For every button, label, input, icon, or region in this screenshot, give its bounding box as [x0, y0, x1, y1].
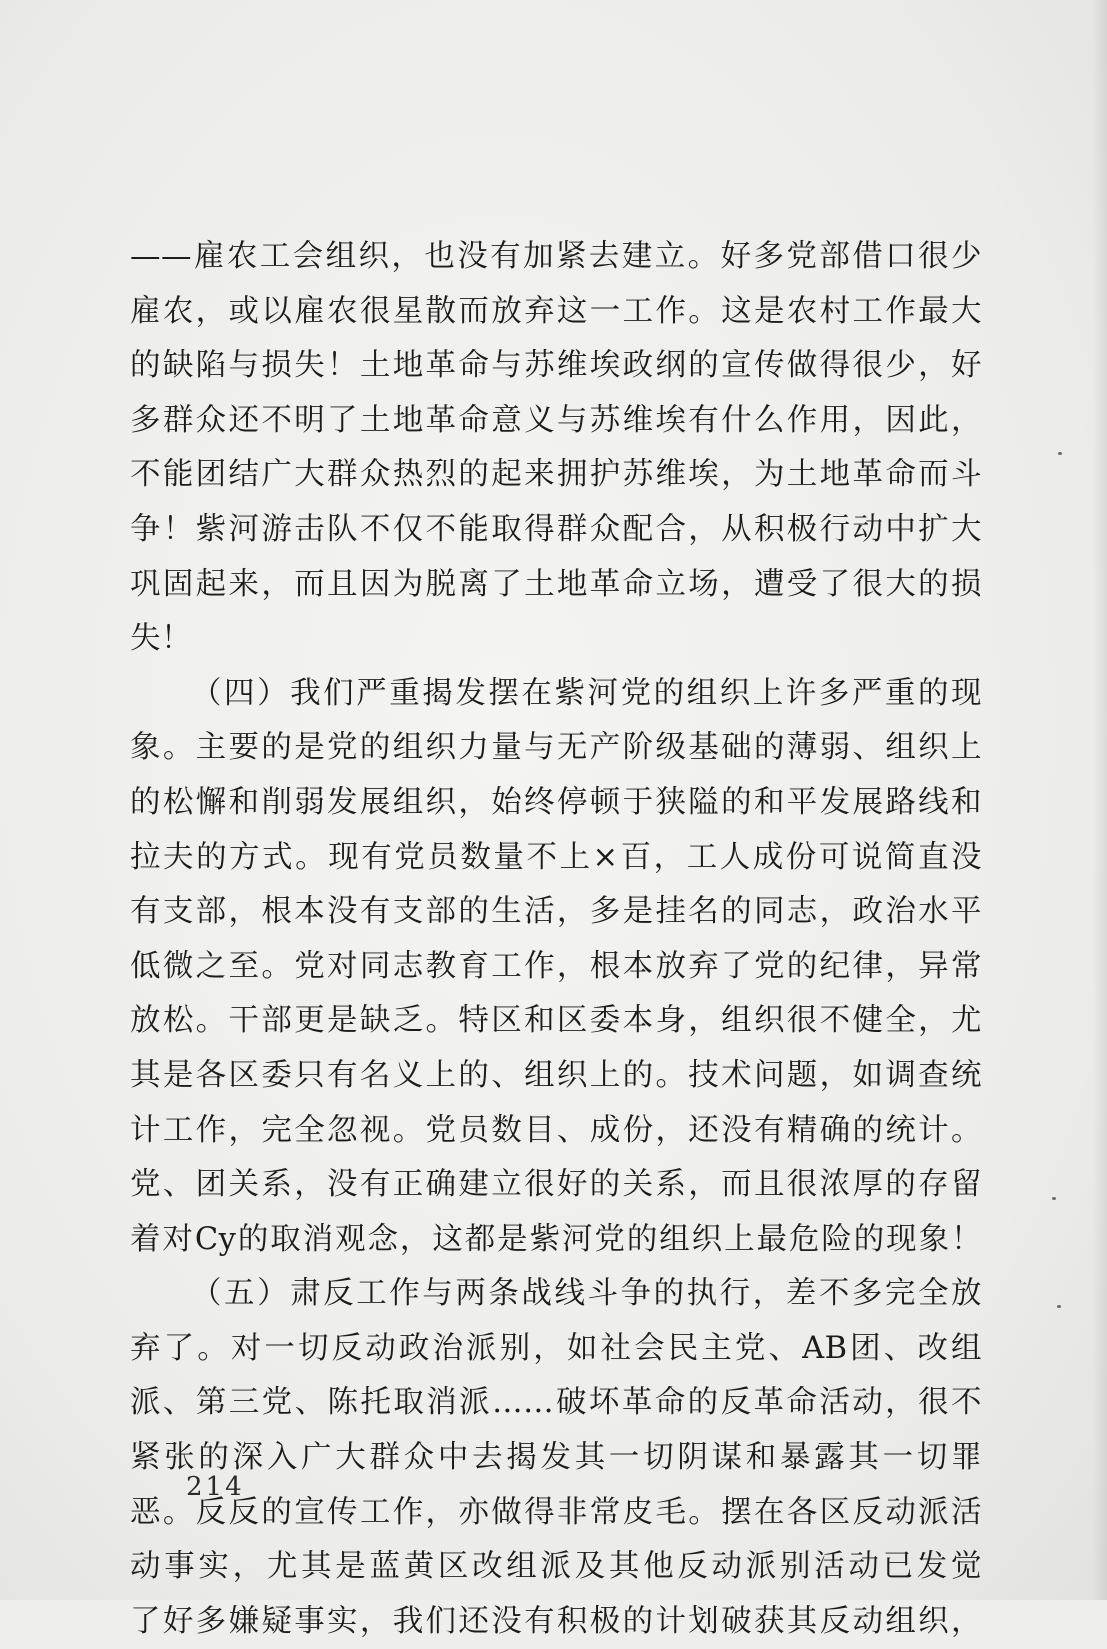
text-line: 失！ — [130, 621, 192, 657]
text-line: 巩固起来，而且因为脱离了土地革命立场，遭受了很大的损 — [130, 566, 982, 602]
body-text — [130, 230, 982, 1649]
text-line: 恶。反反的宣传工作，亦做得非常皮毛。摆在各区反动派活 — [130, 1494, 982, 1530]
text-line: 着对Cy的取消观念，这都是紫河党的组织上最危险的现象！ — [130, 1221, 982, 1257]
text-line: 的松懈和削弱发展组织，始终停顿于狭隘的和平发展路线和 — [130, 784, 982, 820]
text-line: 计工作，完全忽视。党员数目、成份，还没有精确的统计。 — [130, 1112, 982, 1148]
text-line: 动事实，尤其是蓝黄区改组派及其他反动派别活动已发觉 — [130, 1549, 982, 1585]
scan-speck — [1052, 1197, 1056, 1200]
text-line: 紧张的深入广大群众中去揭发其一切阴谋和暴露其一切罪 — [130, 1440, 982, 1476]
text-line: 低微之至。党对同志教育工作，根本放弃了党的纪律，异常 — [130, 948, 982, 984]
text-line: 多群众还不明了土地革命意义与苏维埃有什么作用，因此， — [130, 402, 982, 438]
text-line: 了好多嫌疑事实，我们还没有积极的计划破获其反动组织， — [130, 1603, 982, 1639]
text-line: ——雇农工会组织，也没有加紧去建立。好多党部借口很少 — [130, 239, 982, 274]
page-edge-shadow — [1093, 0, 1107, 1600]
text-line: 的缺陷与损失！土地革命与苏维埃政纲的宣传做得很少，好 — [130, 348, 982, 384]
text-line: 不能团结广大群众热烈的起来拥护苏维埃，为土地革命而斗 — [130, 457, 982, 493]
text-line: 放松。干部更是缺乏。特区和区委本身，组织很不健全，尤 — [130, 1003, 982, 1039]
text-line: 弃了。对一切反动政治派别，如社会民主党、AB团、改组 — [130, 1330, 982, 1366]
text-line: 派、第三党、陈托取消派……破坏革命的反革命活动，很不 — [130, 1385, 982, 1421]
text-line: （五）肃反工作与两条战线斗争的执行，差不多完全放 — [191, 1276, 982, 1312]
text-line: 党、团关系，没有正确建立很好的关系，而且很浓厚的存留 — [130, 1167, 982, 1203]
text-line: （四）我们严重揭发摆在紫河党的组织上许多严重的现 — [191, 675, 982, 711]
text-line: 有支部，根本没有支部的生活，多是挂名的同志，政治水平 — [130, 894, 982, 930]
text-line: 拉夫的方式。现有党员数量不上×百，工人成份可说简直没 — [130, 839, 982, 875]
scan-speck — [1058, 452, 1062, 455]
scan-speck — [1057, 1305, 1061, 1308]
page-number: 214 — [186, 1472, 245, 1502]
text-line: 象。主要的是党的组织力量与无产阶级基础的薄弱、组织上 — [130, 730, 982, 766]
text-line: 其是各区委只有名义上的、组织上的。技术问题，如调查统 — [130, 1057, 982, 1093]
text-line: 争！紫河游击队不仅不能取得群众配合，从积极行动中扩大 — [130, 511, 982, 547]
text-line: 雇农，或以雇农很星散而放弃这一工作。这是农村工作最大 — [130, 293, 982, 329]
